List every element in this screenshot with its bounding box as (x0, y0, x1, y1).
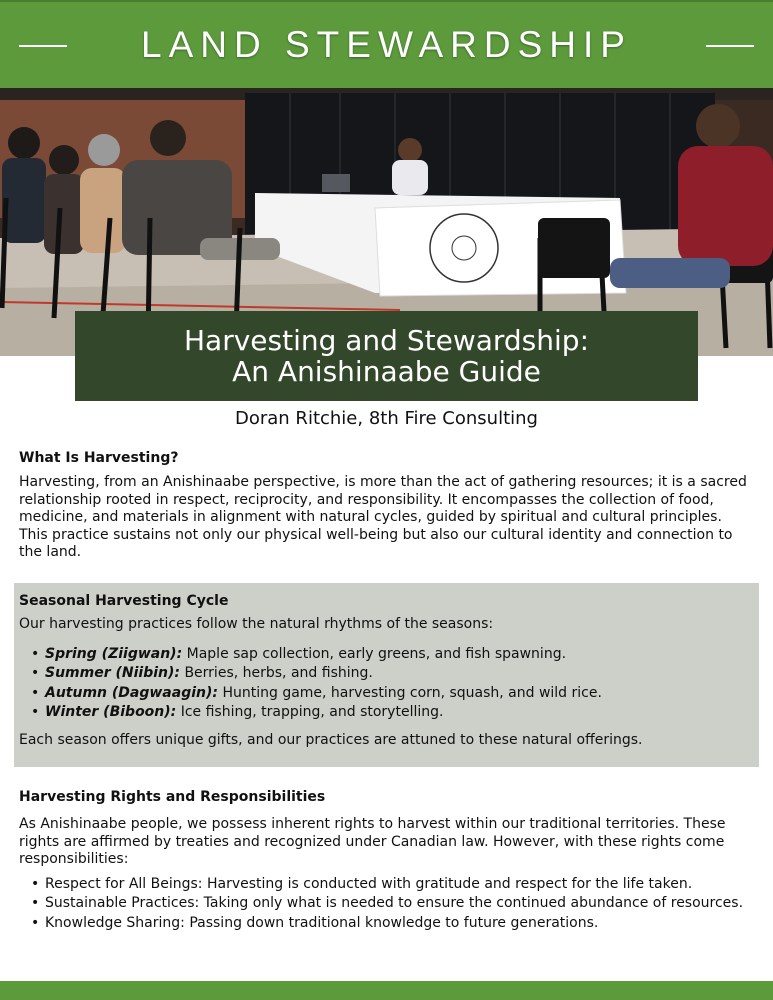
section-heading: Seasonal Harvesting Cycle (19, 593, 229, 609)
season-label: Autumn (Dagwaagin): (45, 684, 218, 701)
footer-bar (0, 981, 773, 1000)
season-label: Spring (Ziigwan): (45, 645, 183, 662)
header-title: LAND STEWARDSHIP (141, 24, 632, 65)
season-label: Winter (Biboon): (45, 704, 177, 720)
season-list (31, 645, 754, 723)
author-byline: Doran Ritchie, 8th Fire Consulting (235, 408, 538, 429)
section-seasonal-cycle (14, 583, 759, 767)
list-item: • Respect for All Beings: Harvesting is conducted with gratitude and respect for the life taken. (31, 875, 754, 895)
header-rule-right (706, 45, 754, 47)
season-text: Maple sap collection, early greens, and fish spawning. (186, 645, 567, 662)
list-item (31, 645, 754, 665)
list-item (31, 684, 754, 704)
section-heading: What Is Harvesting? (19, 450, 179, 466)
list-item (31, 664, 754, 684)
header-rule-left (19, 45, 67, 47)
list-item: • Knowledge Sharing: Passing down traditional knowledge to future generations. (31, 914, 754, 934)
document-title-box (75, 311, 698, 401)
page-header (0, 0, 773, 88)
document-title-line-1: Harvesting and Stewardship: (183, 324, 589, 357)
section-intro: Our harvesting practices follow the natural rhythms of the seasons: (19, 616, 494, 632)
document-title-line-2: An Anishinaabe Guide (232, 355, 541, 388)
season-text: Hunting game, harvesting corn, squash, and wild rice. (222, 684, 602, 701)
list-item: • Sustainable Practices: Taking only what is needed to ensure the continued abundance of resources. (31, 894, 754, 914)
section-heading: Harvesting Rights and Responsibilities (19, 789, 326, 805)
season-text: Ice fishing, trapping, and storytelling. (180, 704, 444, 720)
section-body: As Anishinaabe people, we possess inherent rights to harvest within our traditional territories. These rights are affirmed by treaties and recognized under Canadian law. However, with these rights come responsibilities: (19, 816, 726, 867)
season-label: Summer (Niibin): (45, 665, 180, 681)
section-what-is-harvesting (19, 450, 754, 562)
section-outro: Each season offers unique gifts, and our practices are attuned to these natural offerings. (19, 731, 643, 748)
section-rights-responsibilities (19, 789, 754, 933)
list-item (31, 703, 754, 723)
season-text: Berries, herbs, and fishing. (184, 665, 373, 681)
responsibility-list (31, 875, 754, 934)
section-body: Harvesting, from an Anishinaabe perspective, is more than the act of gathering resources; it is a sacred relationship rooted in respect, reciprocity, and responsibility. It encompasses the collection of food, medicine, and materials in alignment with natural cycles, guided by spiritual and cultural principles. This practice sustains not only our physical well-being but also our cultural identity and connection to the land. (19, 474, 747, 560)
